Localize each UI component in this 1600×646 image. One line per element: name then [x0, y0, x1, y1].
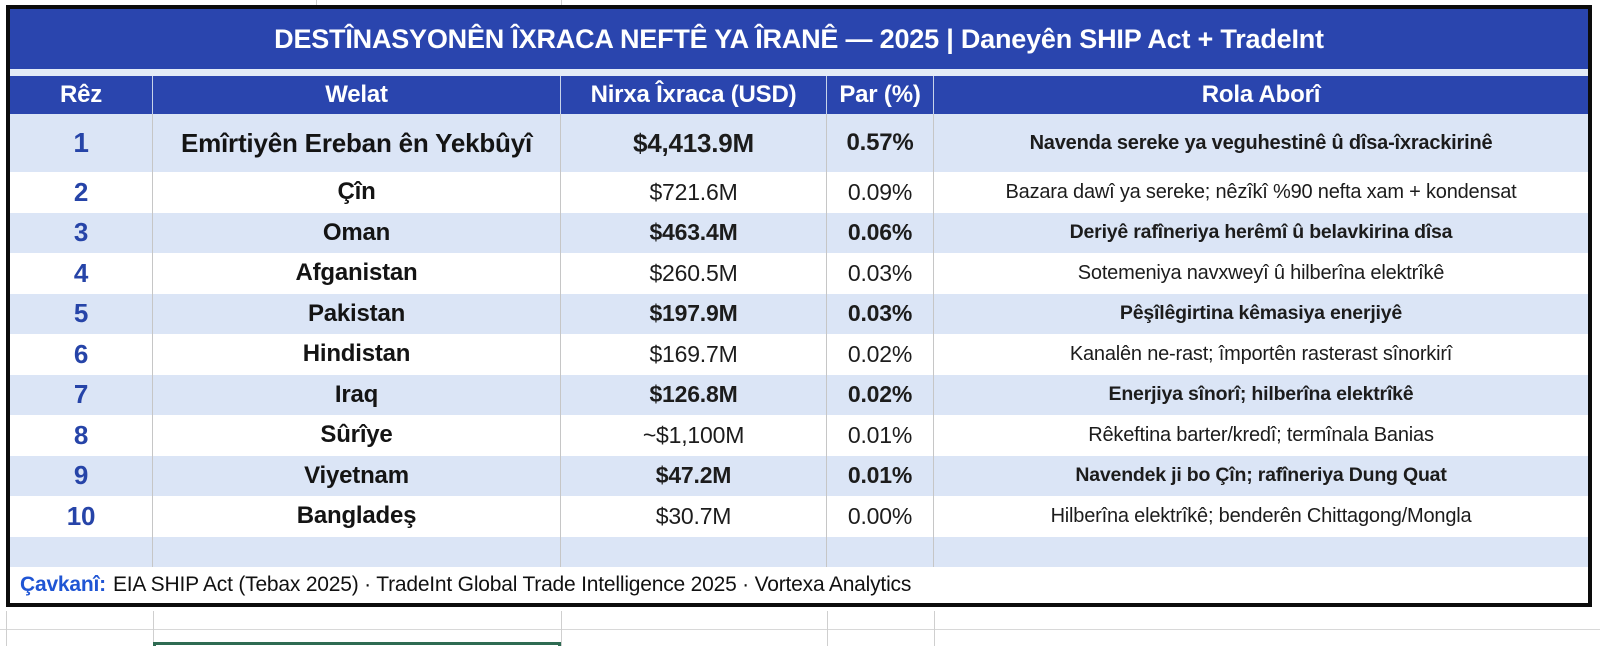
gridline-bottom-3: [827, 611, 828, 646]
role-cell[interactable]: Rêkeftina barter/kredî; termînala Banias: [1088, 423, 1434, 446]
table-row: [10, 253, 1588, 294]
role-cell[interactable]: Navenda sereke ya veguhestinê û dîsa-îxrackirinê: [1029, 131, 1493, 154]
share-cell[interactable]: 0.57%: [827, 114, 934, 172]
value-cell[interactable]: $47.2M: [561, 456, 827, 497]
value-cell[interactable]: $197.9M: [561, 294, 827, 335]
role-cell[interactable]: Navendek ji bo Çîn; rafîneriya Dung Quat: [1075, 464, 1447, 487]
rank-cell[interactable]: 1: [10, 114, 153, 172]
gridline-bottom-1: [153, 611, 154, 646]
table-row: [10, 213, 1588, 254]
table-row: [10, 294, 1588, 335]
empty-spacer-row: [10, 537, 1588, 567]
country-cell[interactable]: Çîn: [153, 172, 561, 213]
header-value[interactable]: Nirxa Îxraca (USD): [561, 76, 827, 114]
source-label: Çavkanî:: [20, 572, 106, 596]
table-row: [10, 172, 1588, 213]
rank-cell[interactable]: 4: [10, 253, 153, 294]
value-cell[interactable]: $30.7M: [561, 496, 827, 537]
table-row: [10, 496, 1588, 537]
selected-cell[interactable]: [153, 642, 561, 646]
value-cell[interactable]: ~$1,100M: [561, 415, 827, 456]
role-cell[interactable]: Bazara dawî ya sereke; nêzîkî %90 nefta xam + kondensat: [1005, 180, 1517, 203]
role-cell[interactable]: Sotemeniya navxweyî û hilberîna elektrîkê: [1077, 261, 1445, 284]
value-cell[interactable]: $260.5M: [561, 253, 827, 294]
header-share[interactable]: Par (%): [827, 76, 934, 114]
country-cell[interactable]: Afganistan: [153, 253, 561, 294]
rank-cell[interactable]: 3: [10, 213, 153, 254]
header-role[interactable]: Rola Aborî: [1201, 81, 1321, 108]
share-cell[interactable]: 0.00%: [827, 496, 934, 537]
rank-cell[interactable]: 6: [10, 334, 153, 375]
value-cell[interactable]: $721.6M: [561, 172, 827, 213]
gridline-bottom-4: [934, 611, 935, 646]
gridline-bottom-2: [561, 611, 562, 646]
rank-cell[interactable]: 2: [10, 172, 153, 213]
table-row: [10, 415, 1588, 456]
country-cell[interactable]: Oman: [153, 213, 561, 254]
share-cell[interactable]: 0.02%: [827, 334, 934, 375]
role-cell[interactable]: Hilberîna elektrîkê; benderên Chittagong/Mongla: [1050, 504, 1472, 527]
table-row: [10, 375, 1588, 416]
country-cell[interactable]: Sûrîye: [153, 415, 561, 456]
role-cell[interactable]: Kanalên ne-rast; împortên rasterast sînorkirî: [1069, 342, 1453, 365]
rank-cell[interactable]: 8: [10, 415, 153, 456]
country-cell[interactable]: Hindistan: [153, 334, 561, 375]
value-cell[interactable]: $126.8M: [561, 375, 827, 416]
country-cell[interactable]: Iraq: [153, 375, 561, 416]
share-cell[interactable]: 0.06%: [827, 213, 934, 254]
country-cell[interactable]: Emîrtiyên Ereban ên Yekbûyî: [153, 114, 561, 172]
source-row[interactable]: [10, 567, 1588, 604]
role-cell[interactable]: Enerjiya sînorî; hilberîna elektrîkê: [1108, 383, 1414, 406]
share-cell[interactable]: 0.01%: [827, 415, 934, 456]
share-cell[interactable]: 0.01%: [827, 456, 934, 497]
rank-cell[interactable]: 5: [10, 294, 153, 335]
share-cell[interactable]: 0.03%: [827, 253, 934, 294]
rank-cell[interactable]: 10: [10, 496, 153, 537]
rank-cell[interactable]: 7: [10, 375, 153, 416]
table-title: DESTÎNASYONÊN ÎXRACA NEFTÊ YA ÎRANÊ — 2025 | Daneyên SHIP Act + TradeInt: [10, 9, 1588, 69]
export-table: [6, 5, 1592, 607]
country-cell[interactable]: Pakistan: [153, 294, 561, 335]
table-body: [10, 114, 1588, 537]
value-cell[interactable]: $4,413.9M: [561, 114, 827, 172]
table-row: [10, 456, 1588, 497]
country-cell[interactable]: Bangladeş: [153, 496, 561, 537]
gridline-bottom-0: [6, 611, 7, 646]
table-row: [10, 334, 1588, 375]
share-cell[interactable]: 0.03%: [827, 294, 934, 335]
source-text: EIA SHIP Act (Tebax 2025) · TradeInt Global Trade Intelligence 2025 · Vortexa Analytics: [112, 572, 912, 596]
header-country[interactable]: Welat: [153, 76, 561, 114]
value-cell[interactable]: $169.7M: [561, 334, 827, 375]
share-cell[interactable]: 0.09%: [827, 172, 934, 213]
title-divider: [10, 69, 1588, 76]
gridline-bottom-h: [0, 629, 1600, 630]
rank-cell[interactable]: 9: [10, 456, 153, 497]
share-cell[interactable]: 0.02%: [827, 375, 934, 416]
header-rank[interactable]: Rêz: [10, 76, 153, 114]
table-row: [10, 114, 1588, 172]
role-cell[interactable]: Deriyê rafîneriya herêmî û belavkirina dîsa: [1069, 221, 1453, 244]
country-cell[interactable]: Viyetnam: [153, 456, 561, 497]
table-header-row: [10, 76, 1588, 114]
value-cell[interactable]: $463.4M: [561, 213, 827, 254]
role-cell[interactable]: Pêşîlêgirtina kêmasiya enerjiyê: [1119, 302, 1403, 325]
